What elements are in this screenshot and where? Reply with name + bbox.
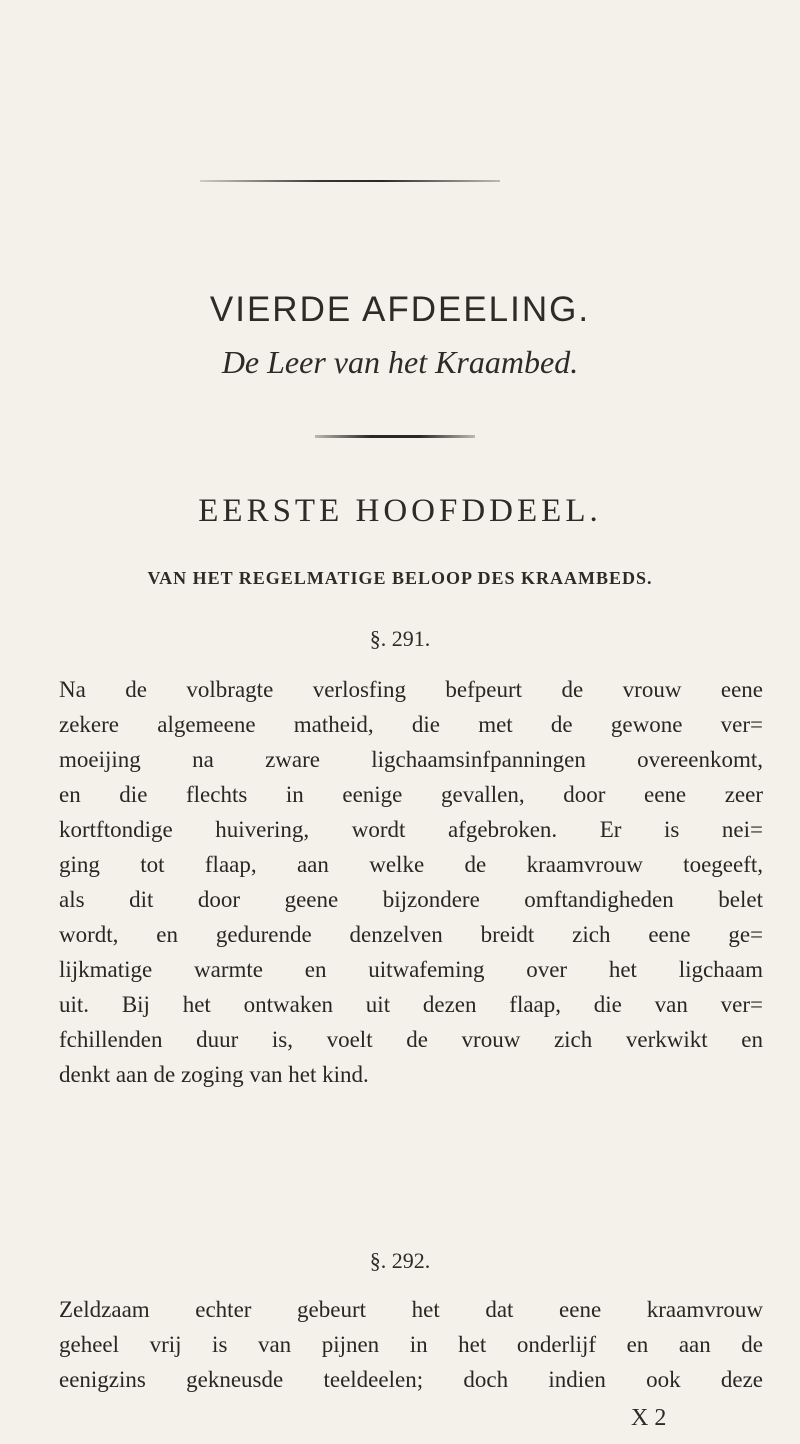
text-line: wordt, en gedurende denzelven breidt zich eene ge= xyxy=(59,922,763,947)
text-line: als dit door geene bijzondere omftandigheden belet xyxy=(59,887,763,912)
text-line: Zeldzaam echter gebeurt het dat eene kraamvrouw xyxy=(59,1297,763,1322)
text-line: fchillenden duur is, voelt de vrouw zich verkwikt en xyxy=(59,1027,763,1052)
section-paragraph xyxy=(59,672,763,1092)
text-line: lijkmatige warmte en uitwafeming over het ligchaam xyxy=(59,957,763,982)
top-ornamental-rule xyxy=(200,180,500,182)
text-line: uit. Bij het ontwaken uit dezen flaap, die van ver= xyxy=(59,992,763,1017)
text-line: eenigzins gekneusde teeldeelen; doch indien ook deze xyxy=(59,1367,763,1392)
chapter-subtitle: VAN HET REGELMATIGE BELOOP DES KRAAMBEDS. xyxy=(147,568,653,588)
part-subtitle: De Leer van het Kraambed. xyxy=(221,344,579,380)
part-title: VIERDE AFDEELING. xyxy=(209,290,591,329)
text-line: zekere algemeene matheid, die met de gewone ver= xyxy=(59,712,763,737)
middle-ornamental-rule xyxy=(315,435,475,438)
text-line: denkt aan de zoging van het kind. xyxy=(59,1062,369,1087)
signature-mark: X 2 xyxy=(631,1405,667,1431)
section-paragraph xyxy=(59,1292,763,1397)
chapter-title: EERSTE HOOFDDEEL. xyxy=(198,493,602,529)
text-line: geheel vrij is van pijnen in het onderlijf en aan de xyxy=(59,1332,763,1357)
text-line: kortftondige huivering, wordt afgebroken. Er is nei= xyxy=(59,817,763,842)
text-line: ging tot flaap, aan welke de kraamvrouw toegeeft, xyxy=(59,852,763,877)
text-line: Na de volbragte verlosfing befpeurt de vrouw eene xyxy=(59,677,763,702)
section-number: §. 292. xyxy=(369,1248,431,1273)
text-line: en die flechts in eenige gevallen, door eene zeer xyxy=(59,782,763,807)
section-number: §. 291. xyxy=(369,626,431,651)
text-line: moeijing na zware ligchaamsinfpanningen overeenkomt, xyxy=(59,747,763,772)
